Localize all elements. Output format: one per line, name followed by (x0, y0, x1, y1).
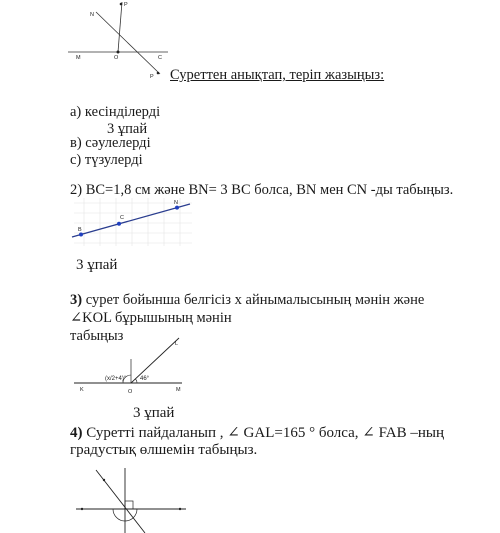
task4-number: 4) (70, 425, 83, 441)
label-m3: M (176, 387, 181, 393)
task3-number: 3) (70, 292, 83, 308)
label-o3: O (128, 389, 133, 395)
label-p-top: P (124, 2, 128, 8)
task2-text: 2) BC=1,8 см және BN= 3 BC болса, BN мен CN -ды табыңыз. (70, 182, 454, 198)
label-b: B (78, 227, 82, 233)
task3-text-line2: ∠KOL бұрышының мәнін (70, 310, 232, 326)
task2-points: 3 ұпай (76, 257, 118, 273)
task1-points: 3 ұпай (107, 121, 148, 137)
label-angle: 46° (140, 376, 150, 382)
label-c: C (158, 55, 162, 61)
label-c2: C (120, 215, 124, 221)
task1-heading: Суреттен анықтап, теріп жазыңыз: (170, 67, 385, 83)
task1-item-c: с) түзулерді (70, 152, 143, 168)
label-n2: N (174, 200, 178, 206)
task4-text-line2: градустық өлшемін табыңыз. (70, 442, 258, 458)
task4-text-line1-content: Суретті пайдаланып , ∠ GAL=165 ° болса, ∠ FAB –ның (86, 425, 445, 441)
task3-points: 3 ұпай (133, 405, 175, 421)
label-l: L (175, 341, 179, 347)
task3-text-line3: табыңыз (70, 328, 124, 344)
label-expression: (x/2+4)° (105, 376, 127, 382)
task1-item-b: в) сәулелерді (70, 135, 151, 151)
label-o: O (114, 55, 119, 61)
task1-item-a: а) кесінділерді (70, 104, 161, 120)
label-k: K (80, 387, 84, 393)
label-p-bottom: P (150, 74, 154, 80)
label-n: N (90, 12, 94, 18)
label-m: M (76, 55, 81, 61)
task3-text-line1-content: сурет бойынша белгісіз x айнымалысының мәнін және (85, 292, 425, 308)
